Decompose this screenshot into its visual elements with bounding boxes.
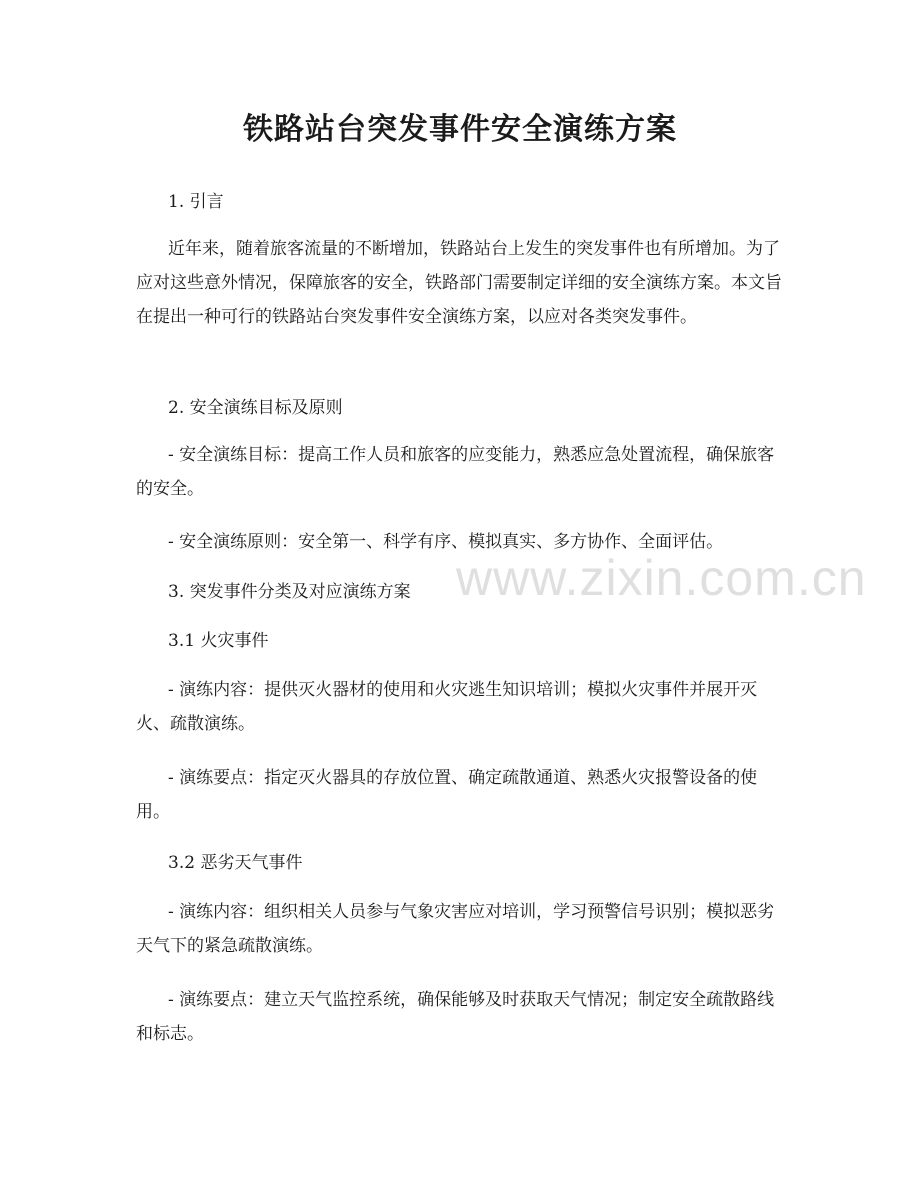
weather-drill-content: - 演练内容：组织相关人员参与气象灾害应对培训，学习预警信号识别；模拟恶劣天气下的紧急疏散演练。 [136, 902, 775, 956]
principle-item: - 安全演练原则：安全第一、科学有序、模拟真实、多方协作、全面评估。 [168, 532, 724, 552]
weather-drill-points: - 演练要点：建立天气监控系统，确保能够及时获取天气情况；制定安全疏散路线和标志。 [136, 990, 775, 1044]
document-title: 铁路站台突发事件安全演练方案 [243, 112, 677, 147]
section-heading-intro: 1. 引言 [168, 192, 224, 212]
section-heading-classification: 3. 突发事件分类及对应演练方案 [168, 582, 411, 602]
subsection-heading-weather: 3.2 恶劣天气事件 [168, 853, 303, 873]
fire-drill-content: - 演练内容：提供灭火器材的使用和火灾逃生知识培训；模拟火灾事件并展开灭火、疏散演练。 [136, 680, 758, 734]
watermark: www.zixin.com.cn [456, 550, 867, 606]
intro-paragraph: 近年来，随着旅客流量的不断增加，铁路站台上发生的突发事件也有所增加。为了应对这些意外情况，保障旅客的安全，铁路部门需要制定详细的安全演练方案。本文旨在提出一种可行的铁路站台突发事件安全演练方案，以应对各类突发事件。 [136, 239, 782, 327]
fire-drill-points: - 演练要点：指定灭火器具的存放位置、确定疏散通道、熟悉火灾报警设备的使用。 [136, 768, 758, 822]
goal-item: - 安全演练目标：提高工作人员和旅客的应变能力，熟悉应急处置流程，确保旅客的安全。 [136, 445, 775, 499]
subsection-heading-fire: 3.1 火灾事件 [168, 631, 269, 651]
section-heading-goals: 2. 安全演练目标及原则 [168, 398, 343, 418]
